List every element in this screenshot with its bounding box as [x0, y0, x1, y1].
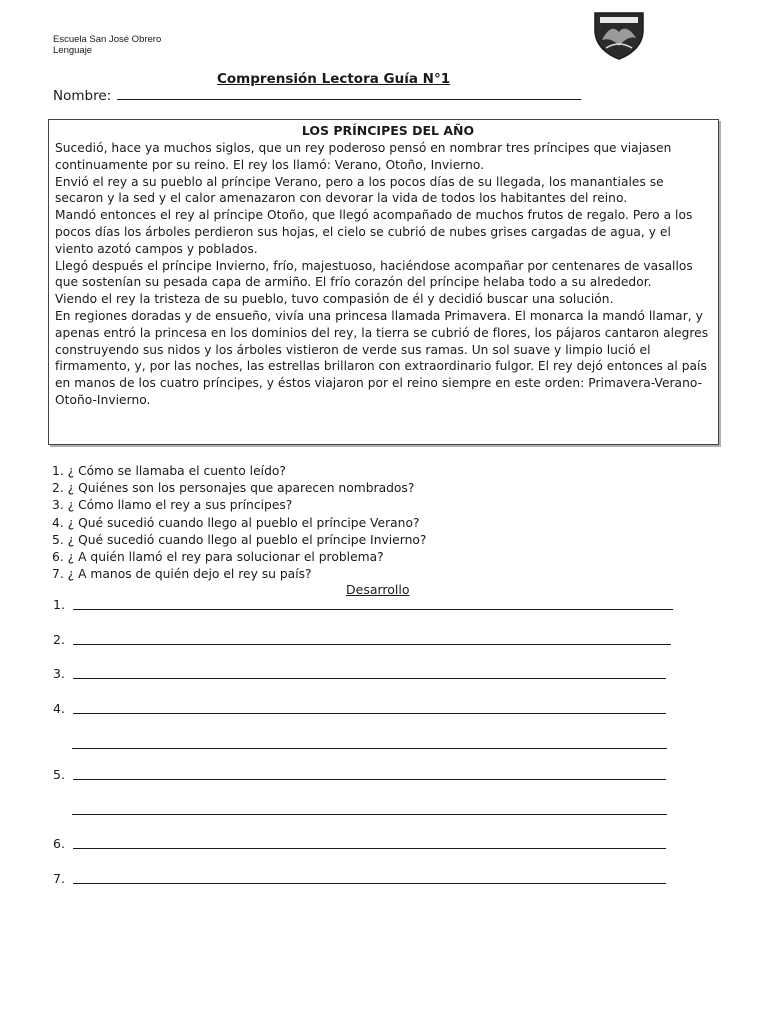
answer-number: 4.	[53, 701, 65, 716]
question-list	[52, 463, 426, 583]
question-item: 3. ¿ Cómo llamo el rey a sus príncipes?	[52, 498, 293, 513]
story-paragraph: Mandó entonces el rey al príncipe Otoño, que llegó acompañado de muchos frutos de regalo. Pero a los pocos días los árboles perdieron sus hojas, el cielo se cubrió de nubes grises cargadas de agua, y el viento azotó campos y poblados.	[55, 208, 693, 256]
answer-line-7[interactable]	[53, 871, 666, 886]
answer-line-5-continuation[interactable]	[72, 814, 667, 815]
story-paragraph: Envió el rey a su pueblo al príncipe Verano, pero a los pocos días de su llegada, los manantiales se secaron y la sed y el calor amenazaron con devorar la vida de todos los habitantes del reino.	[55, 174, 664, 206]
question-item: 1. ¿ Cómo se llamaba el cuento leído?	[52, 464, 286, 478]
answer-number: 2.	[53, 632, 65, 647]
question-item: 6. ¿ A quién llamó el rey para solucionar el problema?	[52, 550, 384, 565]
answer-rule	[73, 847, 666, 849]
answer-rule	[73, 643, 671, 645]
answer-rule	[73, 677, 666, 679]
subject-name: Lenguaje	[53, 45, 93, 56]
answer-number: 6.	[53, 836, 65, 851]
development-heading: Desarrollo	[346, 582, 410, 597]
answer-rule	[73, 712, 666, 714]
answer-number: 1.	[53, 597, 65, 612]
story-paragraph: Llegó después el príncipe Invierno, frío, majestuoso, haciéndose acompañar por centenares de vasallos que sostenían su pesada capa de armiño. El frío corazón del príncipe helaba todo a su alrededor.	[55, 258, 693, 290]
school-crest-logo	[592, 10, 646, 60]
answer-line-1[interactable]	[53, 597, 673, 612]
answer-line-6[interactable]	[53, 836, 666, 851]
story-paragraph: En regiones doradas y de ensueño, vivía una princesa llamada Primavera. El monarca la mandó llamar, y apenas entró la princesa en los dominios del rey, la tierra se cubrió de flores, los pájaros cantaron alegres construyendo sus nidos y los árboles vistieron de verde sus ramas. Un sol suave y limpio lució el firmamento, y, por las noches, las estrellas brillaron con extraordinario fulgor. El rey dejó entonces al país en manos de los cuatro príncipes, y éstos viajaron por el reino siempre en este orden: Primavera-Verano-Otoño-Invierno.	[55, 308, 709, 407]
answer-number: 5.	[53, 767, 65, 782]
story-title: LOS PRÍNCIPES DEL AÑO	[301, 123, 475, 138]
answer-rule	[73, 882, 666, 884]
answer-rule	[73, 778, 666, 780]
answer-number: 3.	[53, 666, 65, 681]
school-header	[53, 34, 161, 56]
answer-line-4-continuation[interactable]	[72, 748, 667, 749]
question-item: 5. ¿ Qué sucedió cuando llego al pueblo el príncipe Invierno?	[52, 532, 427, 547]
answer-number: 7.	[53, 871, 65, 886]
answer-line-2[interactable]	[53, 632, 671, 647]
worksheet-title: Comprensión Lectora Guía N°1	[217, 71, 451, 87]
question-item: 7. ¿ A manos de quién dejo el rey su país?	[52, 567, 312, 582]
answer-line-5[interactable]	[53, 767, 666, 782]
answer-rule	[73, 608, 673, 610]
story-paragraph: Viendo el rey la tristeza de su pueblo, tuvo compasión de él y decidió buscar una solución.	[55, 292, 614, 307]
answer-line-3[interactable]	[53, 666, 666, 681]
story-paragraph: Sucedió, hace ya muchos siglos, que un rey poderoso pensó en nombrar tres príncipes que viajasen continuamente por su reino. El rey los llamó: Verano, Otoño, Invierno.	[55, 141, 672, 172]
question-item: 2. ¿ Quiénes son los personajes que aparecen nombrados?	[52, 481, 415, 496]
story-box	[48, 119, 719, 445]
school-name: Escuela San José Obrero	[53, 34, 162, 45]
name-blank-line[interactable]	[117, 86, 581, 100]
question-item: 4. ¿ Qué sucedió cuando llego al pueblo el príncipe Verano?	[52, 515, 420, 530]
name-label: Nombre:	[53, 88, 112, 104]
name-field-row	[53, 86, 581, 104]
answer-line-4[interactable]	[53, 701, 666, 716]
